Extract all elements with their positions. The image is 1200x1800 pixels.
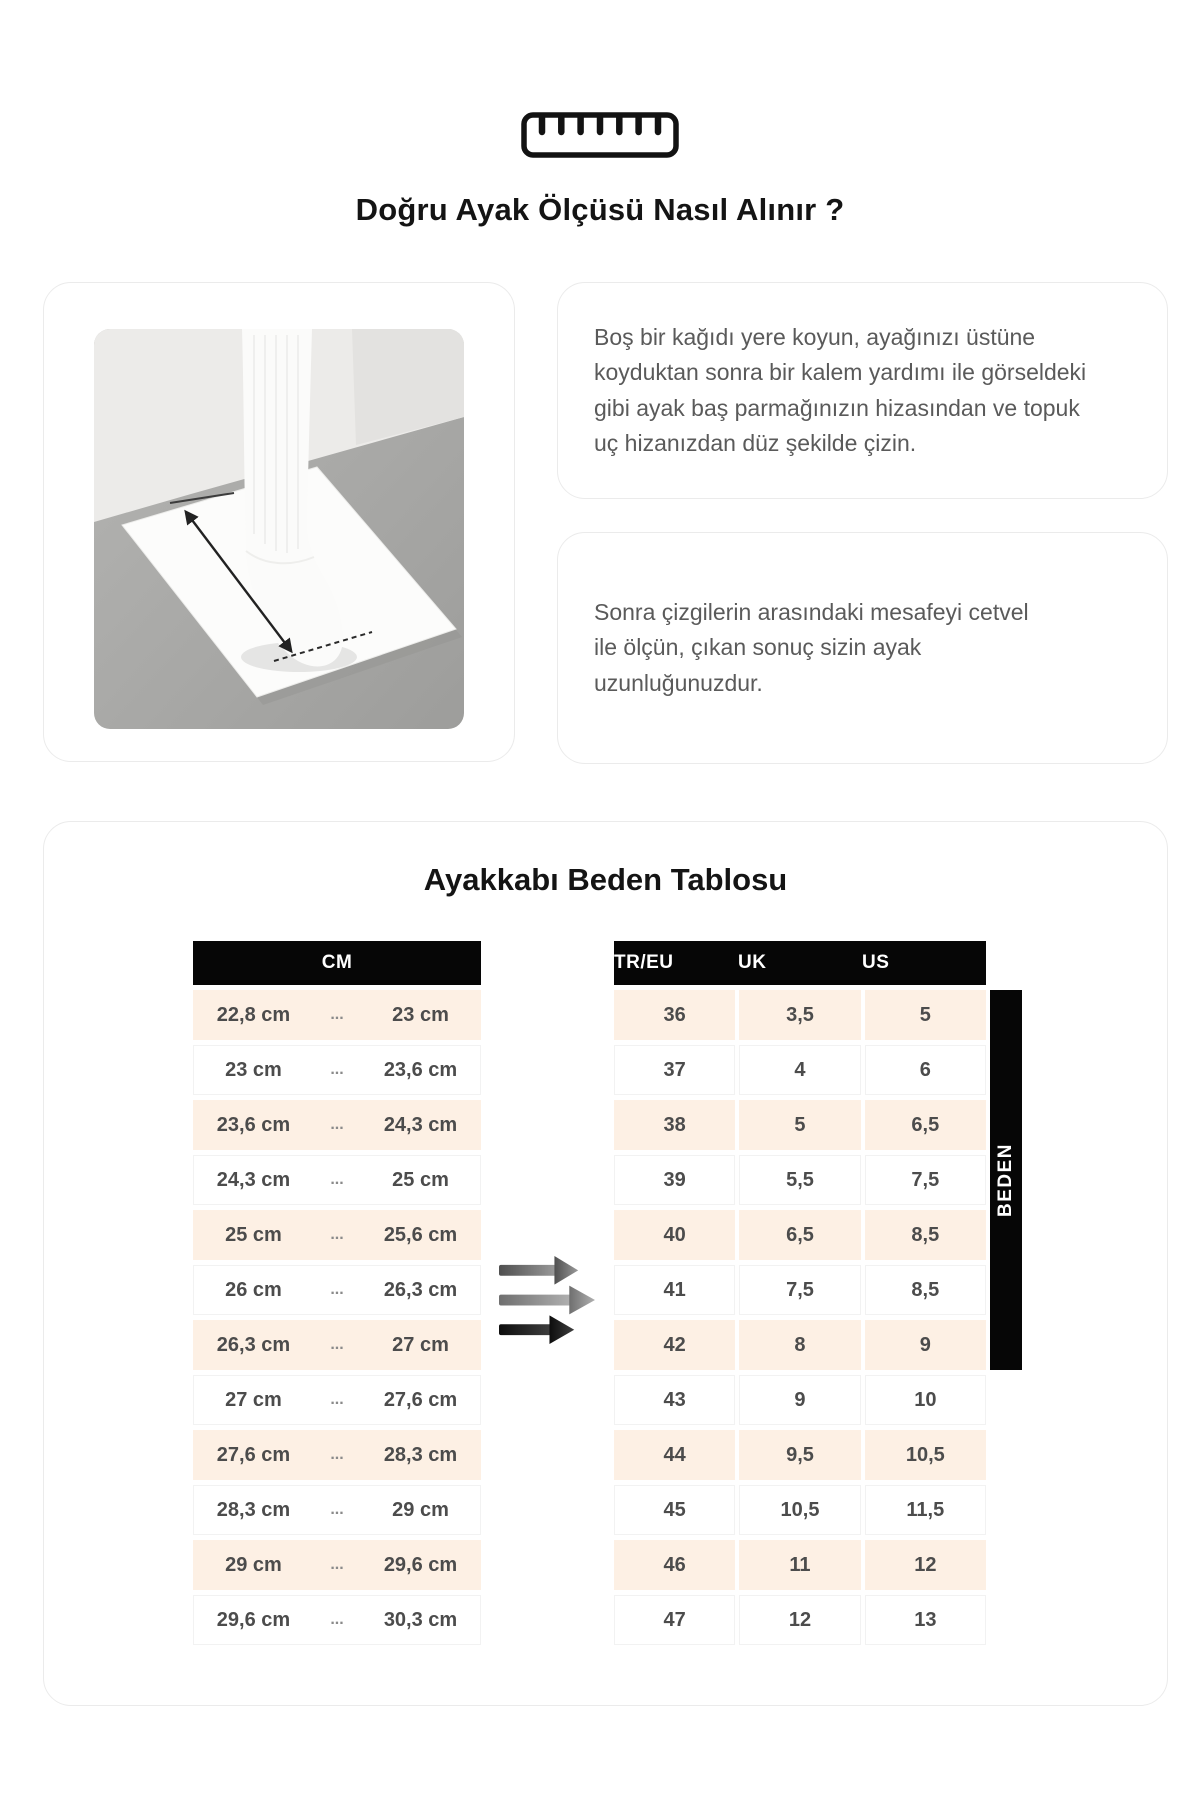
cm-to: 23 cm [392,1003,449,1026]
cm-to: 25,6 cm [383,1223,458,1246]
size-table-wrap [614,941,1017,1650]
cm-table-row [193,1210,481,1260]
size-cell-uk: 5,5 [739,1155,860,1205]
size-table-body [614,990,986,1645]
size-table-card [43,821,1168,1706]
size-table-row [614,1210,986,1260]
cm-to: 27 cm [392,1333,449,1356]
size-cell-tr-eu: 43 [614,1375,735,1425]
size-cell-tr-eu: 38 [614,1100,735,1150]
size-table-row [614,1320,986,1370]
size-cell-tr-eu: 42 [614,1320,735,1370]
size-cell-uk: 9,5 [739,1430,860,1480]
size-cell-tr-eu: 46 [614,1540,735,1590]
transfer-arrows-icon [481,1253,614,1348]
cm-table-row [193,1485,481,1535]
cm-range-dots: ... [330,1446,344,1463]
tables-wrap [44,941,1167,1650]
size-cell-tr-eu: 36 [614,990,735,1040]
size-cell-uk: 8 [739,1320,860,1370]
size-table-row [614,990,986,1040]
cm-range-dots: ... [330,1061,344,1078]
cm-table-row [193,1320,481,1370]
cm-table-row [193,990,481,1040]
size-cell-uk: 12 [739,1595,860,1645]
cm-from: 26 cm [225,1278,282,1301]
cm-range-dots: ... [330,1391,344,1408]
size-cell-us: 11,5 [865,1485,986,1535]
cm-range-dots: ... [330,1501,344,1518]
cm-from: 29,6 cm [216,1608,291,1631]
cm-from: 24,3 cm [216,1168,291,1191]
cm-range-dots: ... [330,1171,344,1188]
size-table-row [614,1100,986,1150]
size-cell-uk: 5 [739,1100,860,1150]
cm-table [193,941,481,1650]
cm-to: 24,3 cm [383,1113,458,1136]
size-cell-tr-eu: 44 [614,1430,735,1480]
size-cell-tr-eu: 47 [614,1595,735,1645]
page-title: Doğru Ayak Ölçüsü Nasıl Alınır ? [355,192,845,227]
size-cell-uk: 7,5 [739,1265,860,1315]
instruction-text-2: Sonra çizgilerin arasındaki mesafeyi cetvel ile ölçün, çıkan sonuç sizin ayak uzunluğunuzdur. [594,599,1029,696]
cm-table-row [193,1430,481,1480]
cm-range-dots: ... [330,1556,344,1573]
cm-to: 27,6 cm [383,1388,458,1411]
cm-from: 27 cm [225,1388,282,1411]
instruction-card-1 [557,282,1168,499]
size-cell-tr-eu: 39 [614,1155,735,1205]
cm-to: 30,3 cm [383,1608,458,1631]
size-cell-us: 10 [865,1375,986,1425]
beden-side-bar [990,990,1022,1370]
size-cell-us: 10,5 [865,1430,986,1480]
size-cell-uk: 4 [739,1045,860,1095]
cm-from: 27,6 cm [216,1443,291,1466]
cm-from: 22,8 cm [216,1003,291,1026]
size-cell-us: 12 [865,1540,986,1590]
size-cell-us: 9 [865,1320,986,1370]
size-table-row [614,1540,986,1590]
size-cell-uk: 6,5 [739,1210,860,1260]
cm-table-row [193,1100,481,1150]
cm-range-dots: ... [330,1281,344,1298]
cm-to: 29,6 cm [383,1553,458,1576]
instructions-section [43,282,1168,764]
cm-table-row [193,1595,481,1645]
cm-from: 23,6 cm [216,1113,291,1136]
size-cell-tr-eu: 45 [614,1485,735,1535]
cm-to: 26,3 cm [383,1278,458,1301]
cm-to: 23,6 cm [383,1058,458,1081]
size-table-row [614,1485,986,1535]
size-cell-us: 7,5 [865,1155,986,1205]
cm-from: 25 cm [225,1223,282,1246]
size-table-row [614,1375,986,1425]
cm-table-header: CM [193,941,481,985]
size-cell-us: 6,5 [865,1100,986,1150]
size-table-row [614,1155,986,1205]
size-table-row [614,1430,986,1480]
cm-table-row [193,1540,481,1590]
cm-range-dots: ... [330,1006,344,1023]
size-cell-tr-eu: 40 [614,1210,735,1260]
cm-table-row [193,1375,481,1425]
instruction-card-2 [557,532,1168,764]
size-table-row [614,1265,986,1315]
cm-table-body [193,990,481,1645]
cm-range-dots: ... [330,1611,344,1628]
cm-from: 29 cm [225,1553,282,1576]
size-cell-uk: 3,5 [739,990,860,1040]
cm-to: 25 cm [392,1168,449,1191]
size-cell-us: 6 [865,1045,986,1095]
size-header-uk: UK [738,952,767,973]
cm-table-row [193,1045,481,1095]
size-cell-us: 8,5 [865,1210,986,1260]
size-table-row [614,1045,986,1095]
size-cell-us: 8,5 [865,1265,986,1315]
instructions-column [557,282,1168,764]
cm-from: 26,3 cm [216,1333,291,1356]
size-cell-tr-eu: 41 [614,1265,735,1315]
size-cell-uk: 11 [739,1540,860,1590]
foot-measurement-photo [94,329,464,729]
size-cell-us: 13 [865,1595,986,1645]
size-table-header [614,941,986,985]
cm-range-dots: ... [330,1226,344,1243]
cm-range-dots: ... [330,1116,344,1133]
ruler-icon [0,0,1200,158]
instruction-text-1: Boş bir kağıdı yere koyun, ayağınızı üstüne koyduktan sonra bir kalem yardımı ile görseldeki gibi ayak baş parmağınızın hizasından ve topuk uç hizanızdan düz şekilde çizin. [594,324,1087,456]
size-cell-us: 5 [865,990,986,1040]
size-cell-uk: 10,5 [739,1485,860,1535]
size-header-us: US [862,952,890,973]
photo-card [43,282,515,762]
size-cell-tr-eu: 37 [614,1045,735,1095]
cm-table-row [193,1265,481,1315]
cm-range-dots: ... [330,1336,344,1353]
size-table-row [614,1595,986,1645]
cm-to: 29 cm [392,1498,449,1521]
beden-side-label: BEDEN [995,1142,1017,1218]
cm-from: 23 cm [225,1058,282,1081]
cm-to: 28,3 cm [383,1443,458,1466]
size-header-tr-eu: TR/EU [614,952,674,973]
size-cell-uk: 9 [739,1375,860,1425]
cm-table-row [193,1155,481,1205]
cm-from: 28,3 cm [216,1498,291,1521]
size-table-title: Ayakkabı Beden Tablosu [423,862,788,897]
size-table [614,941,986,1645]
